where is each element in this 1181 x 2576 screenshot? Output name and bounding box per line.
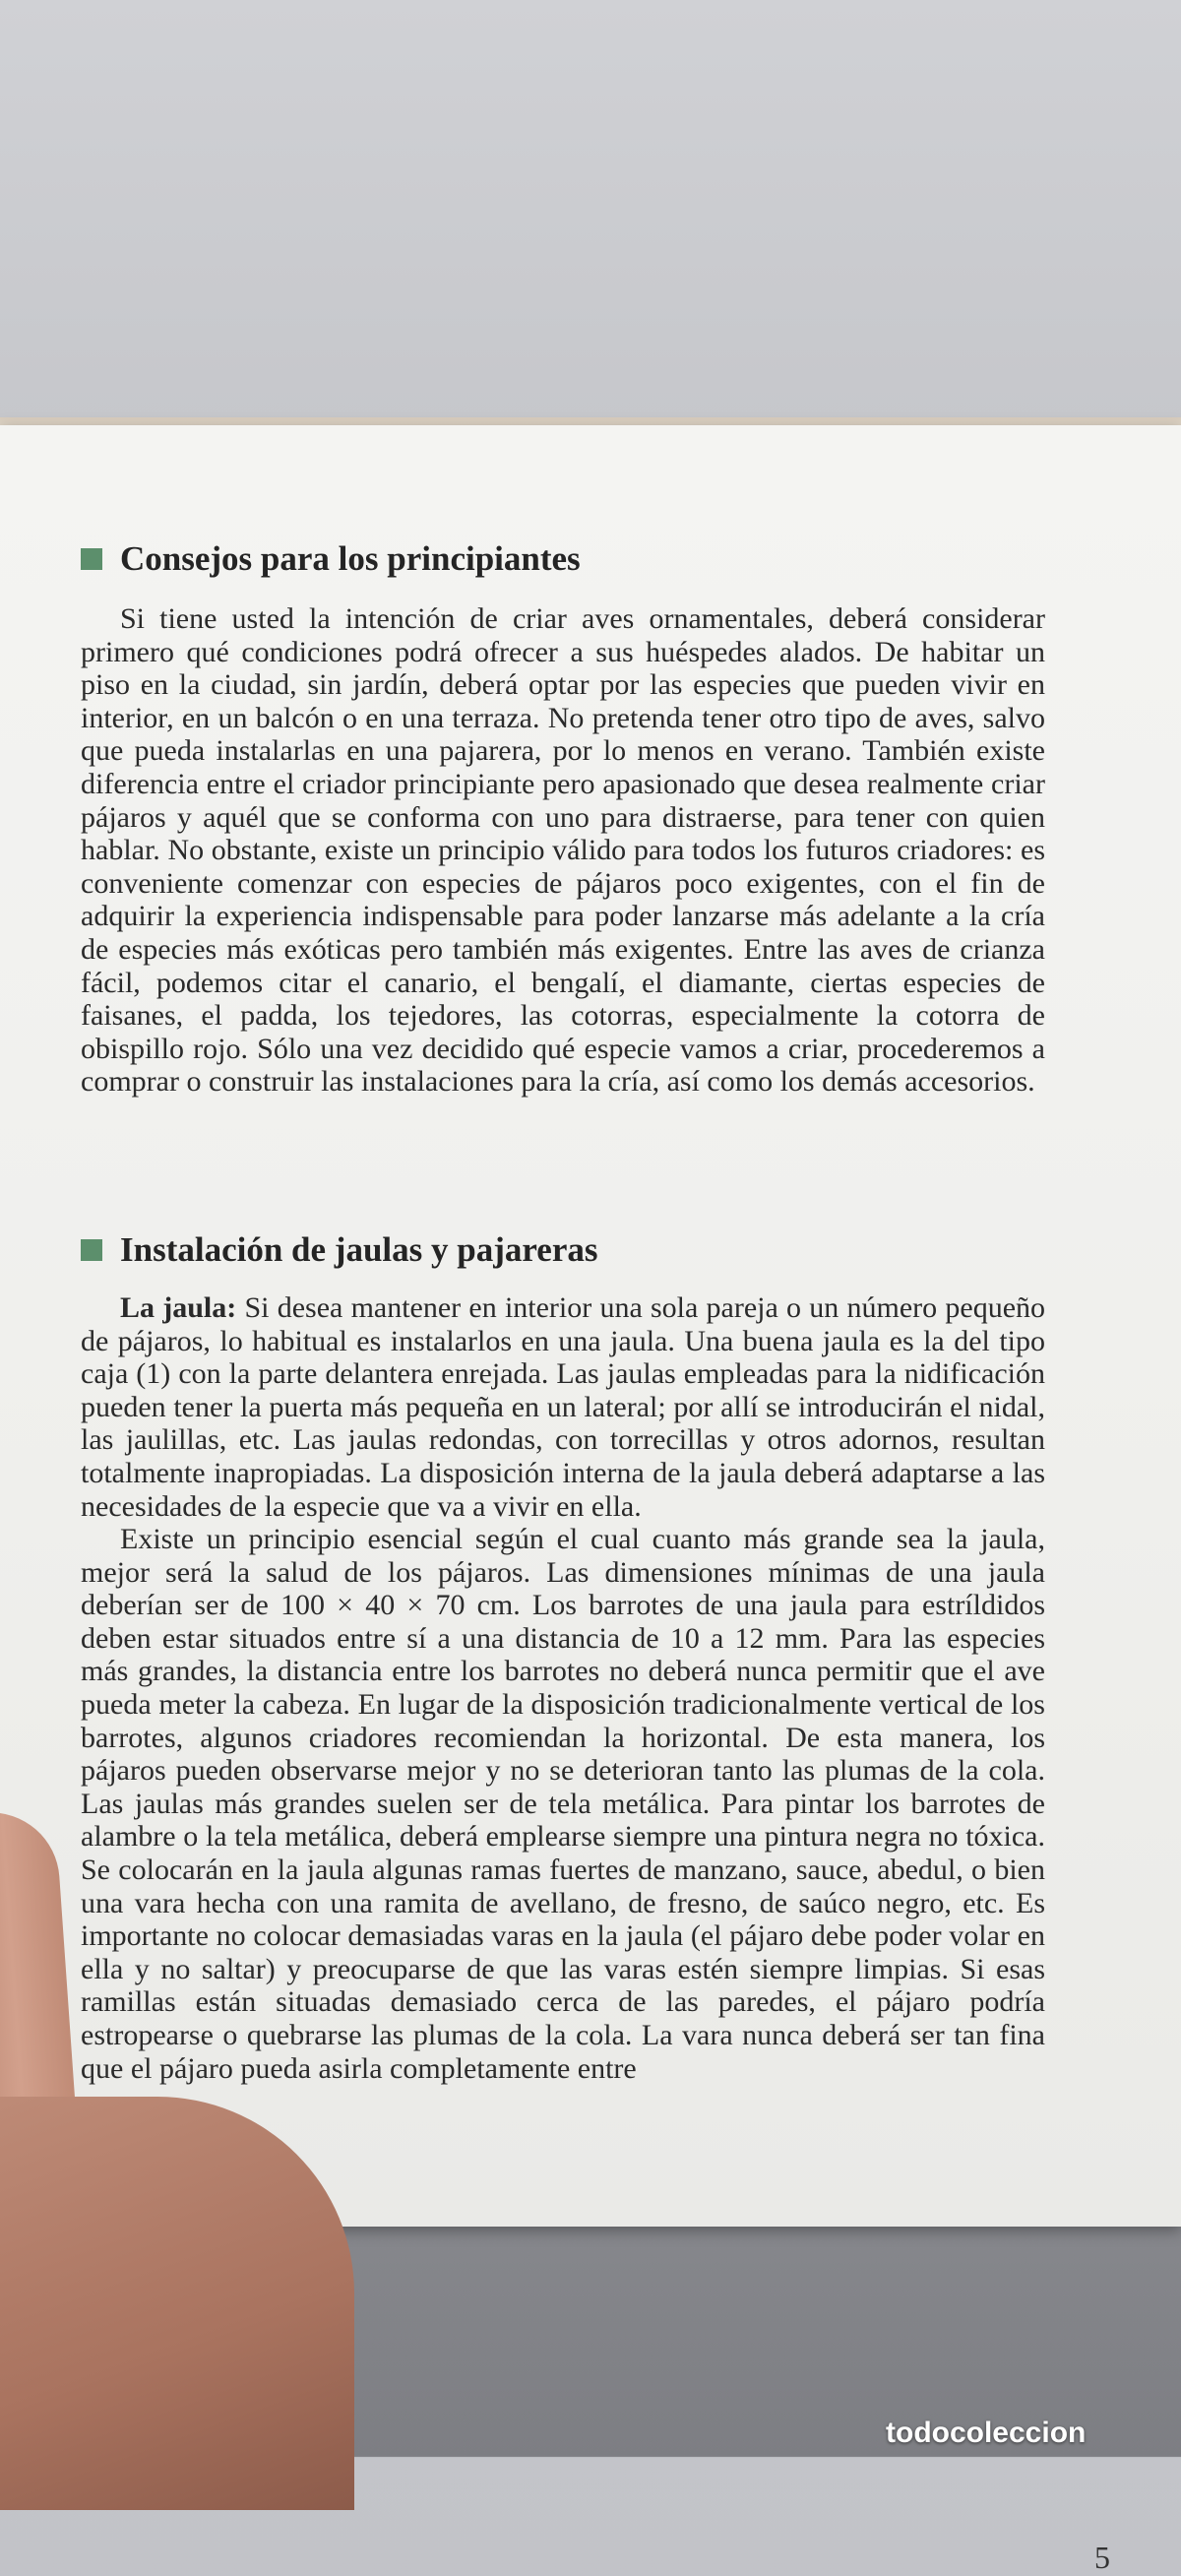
paragraph-beginners: Si tiene usted la intención de criar aves ornamentales, deberá considerar primero qué condiciones podrá ofrecer a sus huéspedes alados. De habitar un piso en la ciudad, sin jardín, deberá optar por las especies que pueden vivir en interior, en un balcón o en una terraza. No pretenda tener otro tipo de aves, salvo que pueda instalarlas en una pajarera, por lo menos en verano. También existe diferencia entre el criador principiante pero apasionado que desea realmente criar pájaros y aquél que se conforma con uno para distraerse, para tener con quien hablar. No obstante, existe un principio válido para todos los futuros criadores: es conveniente comenzar con especies de pájaros poco exigentes, con el fin de adquirir la experiencia indispensable para poder lanzarse más adelante a la cría de especies más exóticas pero también más exigentes. Entre las aves de crianza fácil, podemos citar el canario, el bengalí, el diamante, ciertas especies de faisanes, el padda, los tejedores, las cotorras, especialmente la cotorra de obispillo rojo. Sólo una vez decidido qué especie vamos a criar, procederemos a comprar o construir las instalaciones para la cría, así como los demás accesorios.: [81, 602, 1045, 1099]
paragraph-cage: [81, 1291, 1045, 1523]
background-top: [0, 0, 1181, 423]
heading-square-icon: [81, 548, 102, 570]
watermark-logo: todocoleccion: [886, 2417, 1087, 2449]
hand: [0, 2097, 354, 2510]
section-heading-beginners: [81, 539, 581, 579]
heading-text: Instalación de jaulas y pajareras: [120, 1230, 598, 1269]
heading-square-icon: [81, 1239, 102, 1261]
heading-text: Consejos para los principiantes: [120, 539, 581, 578]
paragraph-cage-principles: Existe un principio esencial según el cual cuanto más grande sea la jaula, mejor será la salud de los pájaros. Las dimensiones mínimas de una jaula deberían ser de 100 × 40 × 70 cm. Los barrotes de una jaula para estríldidos deben estar situados entre sí a una distancia de 10 a 12 mm. Para las especies más grandes, la distancia entre los barrotes no deberá nunca permitir que el ave pueda meter la cabeza. En lugar de la disposición tradicionalmente vertical de los barrotes, algunos criadores recomiendan la horizontal. De esta manera, los pájaros pueden observarse mejor y no se deterioran tanto las plumas de la cola. Las jaulas más grandes suelen ser de tela metálica. Para pintar los barrotes de alambre o la tela metálica, deberá emplearse siempre una pintura negra no tóxica. Se colocarán en la jaula algunas ramas fuertes de manzano, sauce, abedul, o bien una vara hecha con una ramita de avellano, de fresno, de saúco negro, etc. Es importante no colocar demasiadas varas en la jaula (el pájaro debe poder volar en ella y no saltar) y preocuparse de que las varas estén siempre limpias. Si esas ramillas están situadas demasiado cerca de las paredes, el pájaro podría estropearse o quebrarse las plumas de la cola. La vara nunca deberá ser tan fina que el pájaro pueda asirla completamente entre: [81, 1523, 1045, 2085]
page-number: 5: [1094, 2540, 1110, 2575]
paragraph-lead: La jaula:: [120, 1291, 237, 1324]
section-heading-cages: [81, 1230, 598, 1270]
paragraph-text: Si desea mantener en interior una sola pareja o un número pequeño de pájaros, lo habitual es instalarlos en una jaula. Una buena jaula es la del tipo caja (1) con la parte delantera enrejada. Las jaulas empleadas para la nidificación pueden tener la puerta más pequeña en un lateral; por allí se introducirán el nidal, las jaulillas, etc. Las jaulas redondas, con torrecillas y otros adornos, resultan totalmente inapropiadas. La disposición interna de la jaula deberá adaptarse a las necesidades de la especie que va a vivir en ella.: [81, 1291, 1046, 1523]
